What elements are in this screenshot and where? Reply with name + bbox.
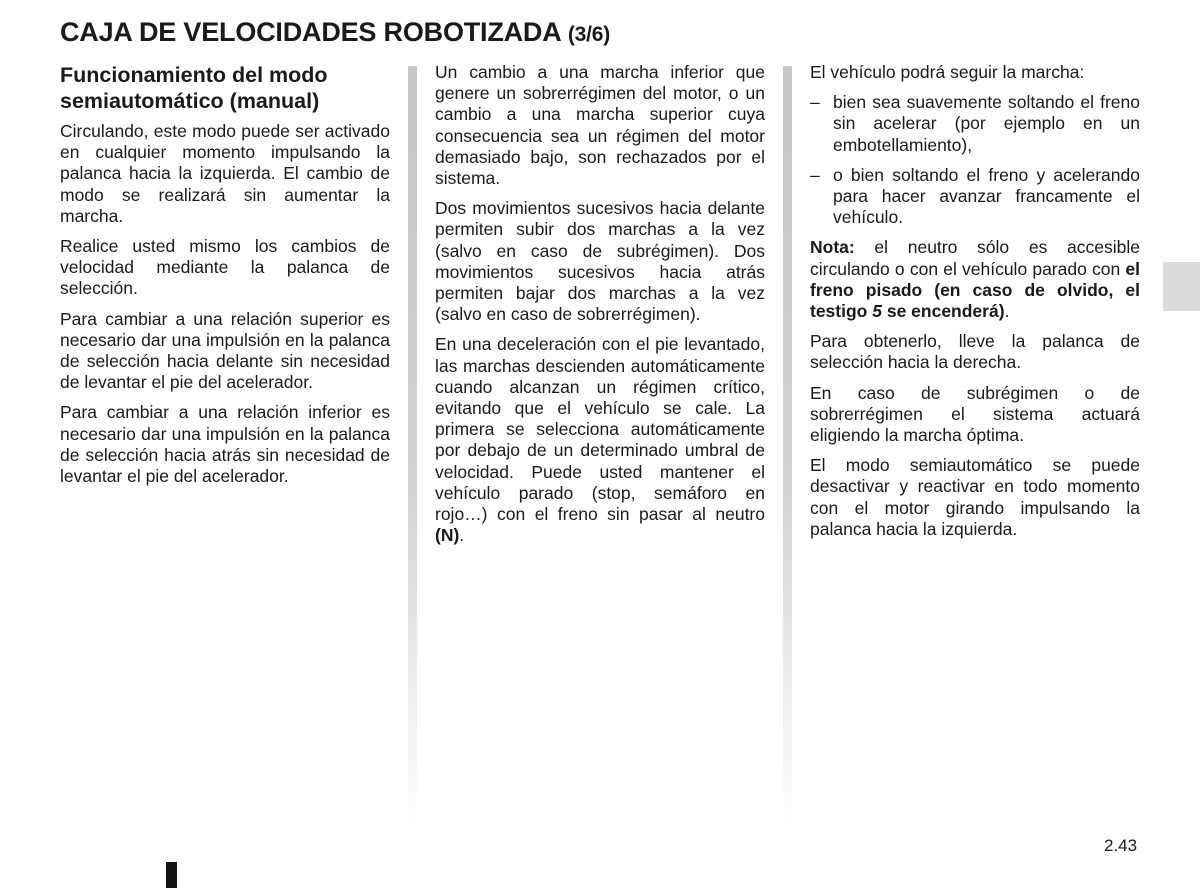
paragraph: En caso de subrégimen o de sobrerrégimen el sistema actuará eligiendo la marcha óptima. xyxy=(810,382,1140,446)
paragraph: Realice usted mismo los cambios de velocidad mediante la palanca de selección. xyxy=(60,236,390,299)
page-title-text: CAJA DE VELOCIDADES ROBOTIZADA xyxy=(60,17,561,47)
paragraph: Para obtenerlo, lleve la palanca de selección hacia la derecha. xyxy=(810,331,1140,373)
column-divider xyxy=(408,66,417,826)
note-label: Nota: xyxy=(810,237,855,258)
dash-list xyxy=(810,92,1140,228)
note-text: el neutro sólo es accesible circulando o con el vehículo parado con xyxy=(810,237,1140,279)
list-item: – o bien soltando el freno y acelerando para hacer avanzar francamente el vehículo. xyxy=(810,165,1140,229)
paragraph xyxy=(435,334,765,546)
warning-light-number: 5 xyxy=(872,301,882,322)
note-end: . xyxy=(1004,301,1010,322)
column-left xyxy=(60,62,390,496)
paragraph: El vehículo podrá seguir la marcha: xyxy=(810,62,1085,82)
note-paragraph xyxy=(810,237,1140,322)
paragraph-end: . xyxy=(459,525,465,546)
note-bold-part-2: se encenderá) xyxy=(881,301,1005,322)
column-divider xyxy=(783,66,792,826)
paragraph: Dos movimientos sucesivos hacia delante permiten subir dos marchas a la vez (salvo en caso de subrégimen). Dos movimientos sucesivos hacia atrás permiten bajar dos marchas a la vez (salvo en caso de sobrerrégimen). xyxy=(435,198,765,325)
page-title-counter: (3/6) xyxy=(567,23,611,46)
column-right xyxy=(810,62,1140,549)
column-middle xyxy=(435,62,765,555)
page-title xyxy=(60,17,610,48)
paragraph: Para cambiar a una relación inferior es necesario dar una impulsión en la palanca de selección hacia atrás sin necesidad de levantar el pie del acelerador. xyxy=(60,402,390,487)
page-number: 2.43 xyxy=(1104,836,1138,855)
paragraph-text: En una deceleración con el pie levantado, las marchas descienden automáticamente cuando alcanzan un régimen crítico, evitando que el vehículo se cale. La primera se selecciona automáticamente por debajo de un determinado umbral de velocidad. Puede usted mantener el vehículo parado (stop, semáforo en rojo…) con el freno sin pasar al neutro xyxy=(435,334,765,525)
paragraph: Un cambio a una marcha inferior que genere un sobrerrégimen del motor, o un cambio a una marcha superior cuya consecuencia sea un régimen del motor demasiado bajo, son rechazados por el sistema. xyxy=(435,62,765,189)
print-mark xyxy=(166,862,177,888)
chapter-tab xyxy=(1163,262,1200,311)
paragraph: Para cambiar a una relación superior es necesario dar una impulsión en la palanca de selección hacia delante sin necesidad de levantar el pie del acelerador. xyxy=(60,308,390,393)
note-bold-part-1: el freno pisado (en caso de olvido, el testigo xyxy=(810,258,1140,322)
neutral-gear-label: (N) xyxy=(435,525,460,546)
paragraph: El modo semiautomático se puede desactivar y reactivar en todo momento con el motor girando impulsando la palanca hacia la izquierda. xyxy=(810,455,1140,539)
paragraph: Circulando, este modo puede ser activado en cualquier momento impulsando la palanca hacia la izquierda. El cambio de modo se realizará sin aumentar la marcha. xyxy=(60,121,390,226)
section-heading: Funcionamiento del modo semiautomático (manual) xyxy=(60,63,328,113)
list-item: – bien sea suavemente soltando el freno sin acelerar (por ejemplo en un embotellamiento), xyxy=(810,92,1140,156)
